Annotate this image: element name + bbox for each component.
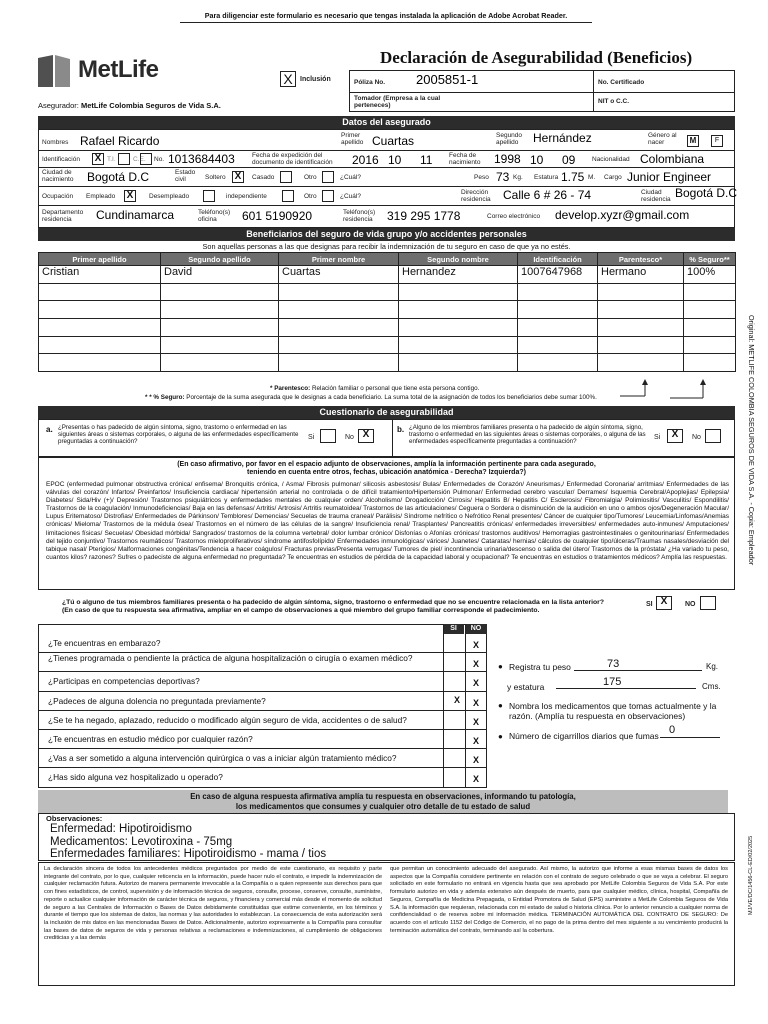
affirmative-instruction-line1: (En caso afirmativo, por favor en el espacio adjunto de observaciones, amplía la información pertinente para cada asegurado, — [177, 461, 596, 468]
question-no-mark[interactable]: X — [472, 736, 479, 746]
observations-text[interactable] — [50, 823, 326, 861]
beneficiaries-header-cell: % Seguro** — [684, 253, 736, 266]
expedition-year[interactable]: 2016 — [352, 153, 379, 167]
beneficiaries-header-cell: Primer apellido — [39, 253, 161, 266]
weight-value[interactable]: 73 — [496, 170, 510, 184]
other-status-which: ¿Cuál? — [340, 174, 361, 181]
insured-section-header: Datos del asegurado — [38, 116, 735, 129]
question-b-no-checkbox[interactable] — [705, 429, 721, 443]
expedition-month[interactable]: 10 — [388, 153, 402, 167]
percent-note-title: * * % Seguro: — [145, 394, 185, 401]
other-occupation-which: ¿Cuál? — [340, 193, 361, 200]
question-text: ¿Has sido alguna vez hospitalizado u operado? — [48, 772, 223, 783]
beneficiary-cell[interactable] — [518, 283, 598, 301]
beneficiary-cell[interactable] — [518, 354, 598, 372]
note-arrows-icon — [600, 378, 710, 400]
beneficiary-cell[interactable] — [399, 283, 518, 301]
beneficiary-row — [39, 283, 736, 301]
question-row — [38, 768, 487, 787]
id-ti-checkbox[interactable] — [118, 153, 130, 165]
address-label: Dirección residencia — [461, 189, 491, 203]
inclusion-checkbox[interactable]: X — [280, 71, 296, 87]
weight-register-unit: Kg. — [706, 662, 719, 671]
question-no-mark[interactable]: X — [472, 678, 479, 689]
bullet-cigarettes-icon: ● — [498, 732, 503, 741]
married-label: Casado — [252, 174, 275, 181]
insurer-name: MetLife Colombia Seguros de Vida S.A. — [80, 101, 221, 110]
beneficiary-cell[interactable] — [598, 319, 684, 337]
first-surname-value[interactable]: Cuartas — [372, 134, 415, 148]
weight-label: Peso — [474, 174, 489, 181]
gender-f-checkbox[interactable]: F — [711, 135, 723, 147]
affirmative-instruction — [38, 461, 735, 477]
office-phone-label: Teléfono(s) oficina — [198, 209, 231, 223]
position-label: Cargo — [604, 174, 622, 181]
residence-city-value[interactable]: Bogotá D.C — [675, 186, 738, 200]
other-occupation-checkbox[interactable] — [322, 190, 334, 202]
question-row — [38, 653, 487, 672]
beneficiaries-header-cell: Segundo apellido — [161, 253, 279, 266]
beneficiary-cell[interactable] — [684, 354, 736, 372]
beneficiary-cell[interactable]: 100% — [684, 266, 736, 284]
question-text: ¿Se te ha negado, aplazado, reducido o modificado algún seguro de vida, accidentes o de salud? — [48, 714, 407, 725]
question-b-no-label: No — [692, 434, 701, 441]
beneficiary-cell[interactable] — [684, 283, 736, 301]
beneficiaries-header-cell: Parentesco* — [598, 253, 684, 266]
question-no-mark[interactable]: X — [472, 716, 479, 727]
beneficiaries-section-header: Beneficiarios del seguro de vida grupo y/o accidentes personales — [38, 228, 735, 241]
beneficiary-cell[interactable] — [279, 336, 399, 354]
single-checkbox[interactable]: X — [232, 171, 244, 183]
birth-month[interactable]: 10 — [530, 153, 544, 167]
names-value[interactable]: Rafael Ricardo — [80, 134, 160, 148]
id-cc-checkbox[interactable]: X — [92, 153, 104, 165]
birthdate-label: Fecha de nacimiento — [449, 152, 481, 166]
family-question-line2: (En caso de que tu respuesta sea afirmativa, ampliar en el campo de observaciones a qué miembro del grupo familiar corresponde el padecimiento. — [62, 607, 540, 614]
beneficiary-cell[interactable] — [279, 301, 399, 319]
beneficiaries-table — [38, 252, 736, 372]
family-no-checkbox[interactable] — [700, 596, 716, 610]
birth-day[interactable]: 09 — [562, 153, 576, 167]
height-label: Estatura — [534, 174, 559, 181]
medications-label: Nombra los medicamentos que tomas actualmente y la razón. (Amplía tu respuesta en observaciones) — [509, 701, 717, 721]
height-register-unit: Cms. — [702, 682, 721, 691]
question-si-mark[interactable]: X — [453, 694, 460, 705]
gender-label: Género al nacer — [648, 132, 677, 146]
beneficiaries-header-cell: Identificación — [518, 253, 598, 266]
question-text: ¿Te encuentras en embarazo? — [48, 638, 161, 648]
question-a-no-label: No — [345, 434, 354, 441]
family-no-label: NO — [685, 601, 696, 608]
policy-box — [349, 70, 735, 112]
affirmative-instruction-line2: teniendo en cuenta entre otros, fechas, ubicación anatómica - Derecha? Izquierda?) — [247, 469, 526, 476]
beneficiary-cell[interactable] — [161, 354, 279, 372]
beneficiary-row — [39, 336, 736, 354]
affirmative-bar-line2: los medicamentos que consumes y cualquier otro detalle de tu estado de salud — [235, 801, 531, 811]
question-a-no-checkbox[interactable]: X — [358, 429, 374, 443]
beneficiary-cell[interactable] — [518, 336, 598, 354]
question-a-text: ¿Presentas o has padecido de algún síntoma, signo, trastorno o enfermedad en las siguientes áreas o sistemas corporales, o alguna de las enfermedades específicamente preguntadas a continuación? — [58, 424, 299, 446]
nit-label: NIT o C.C. — [598, 98, 630, 105]
beneficiary-cell[interactable] — [399, 301, 518, 319]
question-a-si-label: Si — [308, 434, 315, 441]
policy-number[interactable]: 2005851-1 — [416, 72, 479, 87]
question-row — [38, 672, 487, 691]
single-label: Soltero — [205, 174, 226, 181]
other-status-label: Otro — [304, 174, 317, 181]
beneficiary-cell[interactable] — [161, 283, 279, 301]
beneficiaries-header-cell: Segundo nombre — [399, 253, 518, 266]
brand-name: MetLife — [78, 56, 159, 83]
beneficiary-cell[interactable] — [684, 319, 736, 337]
certificate-label: No. Certificado — [598, 79, 645, 86]
question-b-si-label: Si — [654, 434, 661, 441]
names-label: Nombres — [42, 139, 69, 146]
height-unit: M. — [588, 174, 596, 181]
affirmative-bar-line1: En caso de alguna respuesta afirmativa amplía tu respuesta en observaciones, informando tu patología, — [190, 792, 576, 801]
height-value[interactable]: 1.75 — [561, 170, 585, 184]
id-no-label: No. — [154, 156, 165, 163]
beneficiary-cell[interactable] — [161, 301, 279, 319]
occupation-label: Ocupación — [42, 193, 74, 200]
expedition-label: Fecha de expedición del documento de identificación — [252, 152, 333, 166]
beneficiary-cell[interactable] — [279, 283, 399, 301]
residence-city-label: Ciudad residencia — [641, 189, 671, 203]
beneficiary-cell[interactable] — [518, 301, 598, 319]
question-no-mark[interactable]: X — [472, 755, 479, 766]
relationship-note-title: * Parentesco: — [270, 385, 311, 392]
copy-distribution-note: Original: METLIFE COLOMBIA SEGUROS DE VIDA S.A. - Copia: Empleador — [747, 315, 756, 566]
relationship-note-text: Relación familiar o personal que tiene esta persona contigo. — [312, 385, 480, 392]
insurer-label: Asegurador: — [38, 101, 79, 110]
acrobat-notice: Para diligenciar este formulario es necesario que tengas instalada la aplicación de Adobe Acrobat Reader. — [204, 11, 568, 20]
inclusion-label: Inclusión — [300, 76, 331, 83]
question-text: ¿Tienes programada o pendiente la práctica de alguna hospitalización o cirugía o examen médico? — [48, 653, 413, 664]
beneficiary-row — [39, 354, 736, 372]
beneficiary-cell[interactable] — [39, 283, 161, 301]
employee-label: Empleado — [86, 193, 116, 200]
question-b-text: ¿Alguno de los miembros familiares presenta o ha padecido de algún síntoma, signo, trastorno o enfermedad en las siguientes áreas o sistemas corporales, o alguna de las enfermedades específicamente preguntadas a continuación? — [409, 424, 646, 446]
beneficiaries-header-cell: Primer nombre — [279, 253, 399, 266]
unemployed-label: Desempleado — [149, 193, 190, 200]
metlife-logo — [38, 55, 188, 87]
beneficiary-cell[interactable] — [518, 319, 598, 337]
second-surname-label: Segundo apellido — [496, 132, 523, 146]
question-a-si-checkbox[interactable] — [320, 429, 336, 443]
beneficiary-cell[interactable]: 1007647968 — [518, 266, 598, 284]
position-value[interactable]: Junior Engineer — [627, 170, 712, 184]
marital-status-label: Estado civil — [175, 169, 196, 183]
beneficiary-cell[interactable]: Hermano — [598, 266, 684, 284]
weight-unit: Kg. — [513, 174, 523, 181]
bullet-weight-icon: ● — [498, 662, 503, 671]
nationality-label: Nacionalidad — [592, 156, 630, 163]
married-checkbox[interactable] — [280, 171, 292, 183]
id-ti-label: T.I. — [107, 156, 116, 163]
bullet-meds-icon: ● — [498, 701, 503, 710]
id-ce-checkbox[interactable] — [140, 153, 152, 165]
beneficiary-cell[interactable] — [161, 319, 279, 337]
question-text: ¿Vas a ser sometido a alguna intervención quirúrgica o vas a iniciar algún tratamiento médico? — [48, 753, 397, 764]
beneficiary-cell[interactable] — [598, 301, 684, 319]
home-phone-label: Teléfono(s) residencia — [343, 209, 376, 223]
id-ce-label: C.E. — [133, 156, 146, 163]
observation-line: Enfermedades familiares: Hipotiroidismo - mama / tios — [50, 848, 327, 860]
percent-note — [145, 394, 597, 401]
other-occupation-label: Otro — [304, 193, 317, 200]
beneficiary-cell[interactable]: Hernandez — [399, 266, 518, 284]
question-b-si-checkbox[interactable]: X — [667, 429, 683, 443]
beneficiary-cell[interactable] — [39, 319, 161, 337]
beneficiary-cell[interactable] — [598, 354, 684, 372]
beneficiary-cell[interactable]: Cristian — [39, 266, 161, 284]
affirmative-bar — [38, 790, 728, 814]
questionnaire-section-header: Cuestionario de asegurabilidad — [38, 406, 735, 419]
beneficiary-cell[interactable] — [684, 336, 736, 354]
beneficiary-cell[interactable] — [684, 301, 736, 319]
office-phone-value[interactable]: 601 5190920 — [242, 209, 313, 223]
email-label: Correo electrónico — [487, 213, 541, 220]
family-question — [62, 599, 642, 615]
question-no-mark[interactable]: X — [472, 774, 479, 785]
weight-register-value[interactable]: 73 — [607, 658, 620, 670]
question-text: ¿Padeces de alguna dolencia no preguntada previamente? — [48, 695, 266, 706]
family-question-line1: ¿Tú o alguno de tus miembros familiares presenta o ha padecido de algún síntoma, signo, trastorno o enfermedad que no se encuentre relacionada en la lista anterior? — [62, 599, 604, 606]
legal-text-left: La declaración sincera de todos los antecedentes médicos preguntados por medio de este cuestionario, es requisito y parte integrante del contrato, por lo que, cualquier reticencia en la información, puede hacer nulo el contrato, e impedir la indemnización de cualquier reclamación futura. Autorizo de manera permanente irrevocable a la Compañía o a quien represente sus derechos para que con fines estadísticos, de control, supervisión y de información técnica de seguros, consulte, procese, conserve, consulte, suministre, reporte o actualice cualquier información de carácter técnica de seguros, y financiera y comercial más desde el momento de solicitud de seguro a las Centrales de Información o Bases de Datos debidamente constituidas que estime conveniente, en los términos y durante el tiempo que los sistemas de datos, las normas y las autoridades lo establezcan. La consecuencia de esta autorización será la inclusión de mis datos en las mencionadas Bases de Datos. Adicionalmente, autorizo expresamente a la Compañía para consultar las bases de datos de seguros de vida y personas relativas a reclamaciones e indemnizaciones, al cumplimiento de obligaciones crediticias y a las demás — [44, 866, 382, 942]
beneficiary-row — [39, 266, 736, 284]
second-surname-value[interactable]: Hernández — [533, 131, 592, 145]
height-register-value[interactable]: 175 — [603, 676, 622, 688]
home-phone-value[interactable]: 319 295 1778 — [387, 209, 461, 223]
question-row — [38, 749, 487, 768]
birth-year[interactable]: 1998 — [494, 152, 521, 166]
observation-line: Medicamentos: Levotiroxina - 75mg — [50, 835, 233, 848]
unemployed-checkbox[interactable] — [203, 190, 215, 202]
family-si-checkbox[interactable]: X — [656, 596, 672, 610]
beneficiary-cell[interactable] — [39, 301, 161, 319]
question-text: ¿Te encuentras en estudio médico por cualquier razón? — [48, 734, 253, 744]
department-label: Departamento residencia — [42, 209, 84, 223]
question-row — [38, 711, 487, 730]
cigarettes-value[interactable]: 0 — [669, 724, 676, 736]
gender-m-checkbox[interactable]: M — [687, 135, 699, 147]
independent-checkbox[interactable] — [282, 190, 294, 202]
percent-note-text: Porcentaje de la suma asegurada que le designas a cada beneficiario. La suma total de la asignación de todos los beneficiarios debe sumar 100%. — [186, 394, 597, 401]
id-number[interactable]: 1013684403 — [168, 152, 235, 166]
question-no-mark[interactable]: X — [472, 640, 479, 650]
question-row — [38, 634, 487, 653]
first-surname-label: Primer apellido — [341, 132, 364, 146]
question-b-letter: b. — [397, 425, 405, 434]
question-a-letter: a. — [46, 425, 53, 434]
diseases-list: EPOC (enfermedad pulmonar obstructiva crónica/ enfisema/ Bronquitis crónica, / Asma/ Fibrosis pulmonar/ silicosis asbestosis/ Bulas/ Enfermedades de Corazón/ Aneurismas,/ Enfermedad Coronaria/ arritmias/ Enfermedades de las válvulas del corazón/ Infartos/ Preinfartos/ Insuficiencia cardiaca/ hipertensión arterial no controlada o de difícil tratamiento/Hipertensión Pulmonar/ Enfermedad cerebro vascular/ Derrames/ Isquemia Cerebral/Apoplejias/ Epilepsia/ Diabetes/ Sida/Hiv (+)/ Depresión/ Trastornos psiquiátricos y enfermedades mentales de cualquier orden/ Alcoholismo/ Drogadicción/ Cirrosis/ Hepatitis B/ Hepatitis C/ Esclerosis/ Fibromialgia/ Polimiositis/ Vasculitis/ Espondilitis/ Trastornos de la coagulación/ Inmunodeficiencias/ Baja en las defensas/ Artritis/ Artrosis/ Artritis reumatoidea/ Trastornos de las articulaciones/ Ceguera o Sordera o disminución de la audición en uno o ambos ojos/Degeneración Macular/ Lupus Eritematoso/ Distrofias/ Enfermedades de Párkinson/ Temblores/ Demencias/ Secuelas de trauma craneal/ Parálisis/ Síndrome nefrítico o Nefrótico Renal presentes/ Cáncer de cualquier tipo/Tumores/ Leucemia/Linfomas/Anemias crónicas/ Mieloma/ Trastornos de la médula ósea/ Trastornos en el número de las células de la sangre/ Insuficiencia renal/ Trasplantes/ Pancreatitis crónicas/ enfermedades irreversibles/ enfermedades auto-inmunes/ Amputaciones/ limitaciones físicas/ Secuelas/ Obesidad mórbida/ Sangrados/ trastornos de la columna vertebral/ dolor lumbar crónico/ Disfonías o Afonías crónicas/ trastornos auditivos/ Hemorragias gastrointestinales o genitourinarias/ Enfermedades del tejido conjuntivo/ Trastornos reumáticos/ Trastornos mieloproliferativos/ síndrome antifosfolípido/ Enfermedades inmunológicas/ várices/ Juanetes/ Cataratas/ hernias/ cálculos de cualquier tipo/úlceras/Traumas nasales/desviación del tabique nasal/ Pterigios/ Malformaciones congénitas/Tendencia a hacer coágulos/ Fracturas previas/Presenta verrugas/ Tumores de piel/ incontinencia urinaria/descenso o salida del útero/ Trastornos de la próstata/ ¿Ha variado tu peso, cuantos kilos? razones? Sufres o padeciste de alguna enfermedad no preguntada? Te encuentras en estudios de pérdida de la capacidad laboral y ocupacional? Te encuentras en estudios o tratamientos médicos? Amplía las respuestas. — [46, 481, 729, 561]
beneficiary-row — [39, 301, 736, 319]
legal-text-right: que permitan un conocimiento adecuado del asegurado. Así mismo, la autorizo que informe a esas mismas bases de datos los aspectos que la Compañía considere pertinente en relación con el contrato de seguro celebrado o que se vaya a celebrar. El seguro solicitado en este formulario no entrará en vigencia hasta que sea aprobado por MetLife Colombia Seguros de Vida S.A. Por este formulario autorizo en vida y además extensivo aún después de muerto, para que cualquier médico, clínica, hospital, Compañía de Seguros, Compañía de Medicina Prepagada, o Entidad Promotora de Salud (EPS) suministre a MetLife Colombia Seguros de Vida S.A. la información que requieran, relacionada con mi estado de salud o historia clínica. Por lo anterior renuncio a cualquier norma de confidencialidad o de reserva sobre mi información médica. TERMINACIÓN AUTOMÁTICA DEL CONTRATO DE SEGURO: De acuerdo con el artículo 1152 del Código de Comercio, el no pago de la prima dentro del mes siguiente a su vencimiento producirá la terminación automática del contrato, terminando así la cobertura. — [390, 866, 728, 934]
question-row — [38, 692, 487, 711]
questions-col-si-header: SI — [443, 624, 464, 634]
tomador-label: Tomador (Empresa a la cual perteneces) — [354, 95, 441, 109]
department-value[interactable]: Cundinamarca — [96, 208, 175, 222]
beneficiary-cell[interactable]: David — [161, 266, 279, 284]
relationship-note — [270, 385, 479, 392]
height-register-label: y estatura — [507, 682, 545, 692]
beneficiary-row — [39, 319, 736, 337]
independent-label: independiente — [226, 193, 267, 200]
beneficiaries-subtitle: Son aquellas personas a las que designas para recibir la indemnización de tu seguro en caso de que ya no estés. — [202, 242, 571, 251]
beneficiary-cell[interactable] — [39, 336, 161, 354]
beneficiary-cell[interactable] — [279, 354, 399, 372]
insurer — [38, 101, 221, 110]
beneficiary-cell[interactable] — [399, 354, 518, 372]
expedition-day[interactable]: 11 — [420, 153, 433, 167]
birth-city-value[interactable]: Bogotá D.C — [87, 170, 150, 184]
cigarettes-label: Número de cigarrillos diarios que fumas — [509, 731, 659, 741]
question-no-mark[interactable]: X — [472, 659, 479, 670]
question-no-mark[interactable]: X — [472, 697, 479, 708]
email-value[interactable]: develop.xyzr@gmail.com — [555, 208, 690, 222]
employee-checkbox[interactable]: X — [124, 190, 136, 202]
form-title: Declaración de Asegurabilidad (Beneficios) — [380, 48, 693, 67]
address-value[interactable]: Calle 6 # 26 - 74 — [503, 188, 592, 202]
policy-label: Póliza No. — [354, 79, 386, 86]
family-si-label: SI — [646, 601, 653, 608]
question-row — [38, 730, 487, 749]
beneficiary-cell[interactable] — [399, 319, 518, 337]
beneficiary-cell[interactable] — [161, 336, 279, 354]
metlife-logo-icon — [38, 55, 74, 87]
beneficiary-cell[interactable]: Cuartas — [279, 266, 399, 284]
beneficiary-cell[interactable] — [279, 319, 399, 337]
other-status-checkbox[interactable] — [322, 171, 334, 183]
beneficiary-cell[interactable] — [399, 336, 518, 354]
beneficiary-cell[interactable] — [598, 283, 684, 301]
question-text: ¿Participas en competencias deportivas? — [48, 676, 200, 687]
beneficiary-cell[interactable] — [598, 336, 684, 354]
questions-col-no-header: NO — [465, 624, 487, 634]
id-label: Identificación — [42, 156, 80, 163]
observation-line: Enfermedad: Hipotiroidismo — [50, 823, 192, 835]
beneficiary-cell[interactable] — [39, 354, 161, 372]
observations-label: Observaciones: — [46, 814, 103, 823]
form-code: MJ/VE/DC/1456-CL-ED/02/2025 — [748, 835, 754, 915]
weight-register-label: Registra tu peso — [509, 662, 571, 672]
nationality-value[interactable]: Colombiana — [640, 152, 705, 166]
birth-city-label: Ciudad de nacimiento — [42, 169, 74, 183]
